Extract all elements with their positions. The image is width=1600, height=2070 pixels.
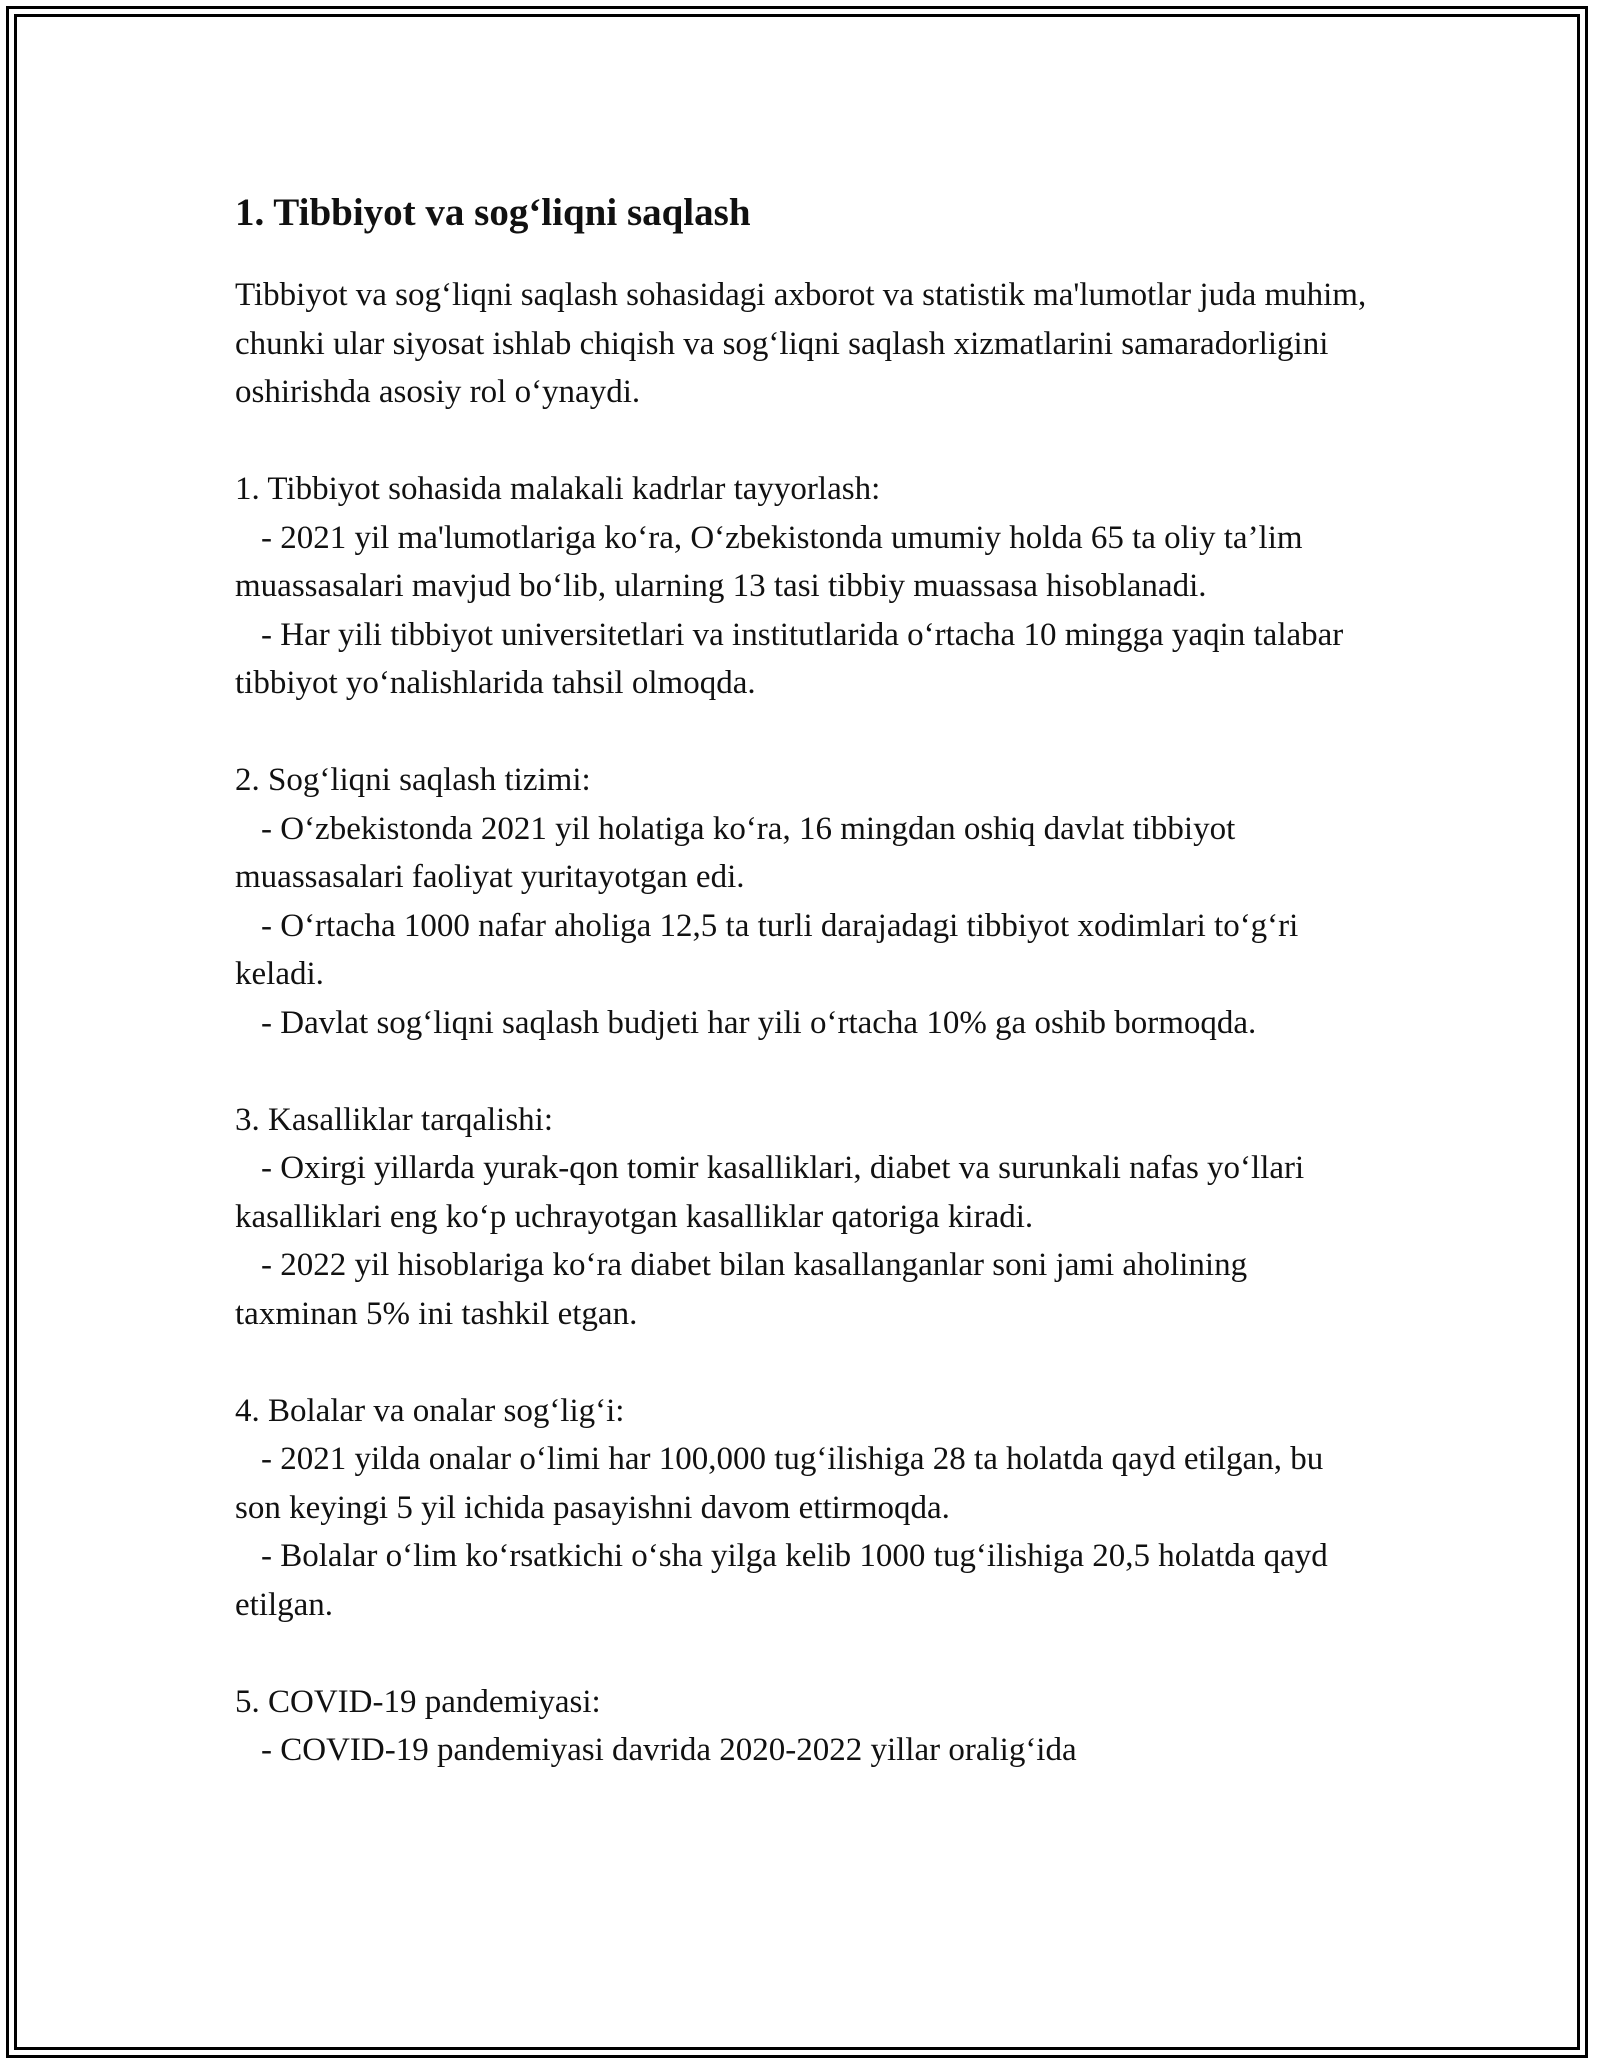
section-4: [235, 1387, 1375, 1630]
bullet-item: [235, 999, 1375, 1048]
bullet-item: [235, 1435, 1375, 1532]
section-title: 4. Bolalar va onalar sog‘lig‘i:: [235, 1392, 625, 1429]
intro-paragraph: Tibbiyot va sog‘liqni saqlash sohasidagi axborot va statistik ma'lumotlar juda muhim, chunki ular siyosat ishlab chiqish va sog‘liqni saqlash xizmatlarini samaradorligini oshirishda asosiy rol o‘ynaydi.: [235, 277, 1367, 410]
bullet-text: - COVID-19 pandemiyasi davrida 2020-2022 yillar oralig‘ida: [261, 1732, 1077, 1768]
bullet-item: [235, 1532, 1375, 1629]
bullet-text: - Oxirgi yillarda yurak-qon tomir kasalliklari, diabet va surunkali nafas yo‘llari kasalliklari eng ko‘p uchrayotgan kasalliklar qatoriga kiradi.: [235, 1150, 1305, 1235]
section-title: 2. Sog‘liqni saqlash tizimi:: [235, 762, 591, 798]
section-3: [235, 1096, 1375, 1339]
bullet-item: [235, 1726, 1375, 1775]
bullet-text: - 2022 yil hisoblariga ko‘ra diabet bilan kasallanganlar soni jami aholining taxminan 5% ini tashkil etgan.: [235, 1247, 1248, 1332]
bullet-text: - Har yili tibbiyot universitetlari va institutlarida o‘rtacha 10 mingga yaqin talabar tibbiyot yo‘nalishlarida tahsil olmoqda.: [235, 616, 1344, 701]
bullet-text: - O‘rtacha 1000 nafar aholiga 12,5 ta turli darajadagi tibbiyot xodimlari to‘g‘ri keladi.: [235, 907, 1299, 992]
section-5: [235, 1678, 1375, 1775]
section-title: 5. COVID-19 pandemiyasi:: [235, 1683, 601, 1720]
section-title: 1. Tibbiyot sohasida malakali kadrlar tayyorlash:: [235, 471, 881, 507]
bullet-text: - 2021 yil ma'lumotlariga ko‘ra, O‘zbekistonda umumiy holda 65 ta oliy ta’lim muassasalari mavjud bo‘lib, ularning 13 tasi tibbiy muassasa hisoblanadi.: [235, 519, 1303, 604]
bullet-text: - O‘zbekistonda 2021 yil holatiga ko‘ra, 16 mingdan oshiq davlat tibbiyot muassasalari faoliyat yuritayotgan edi.: [235, 810, 1236, 895]
bullet-text: - Davlat sog‘liqni saqlash budjeti har yili o‘rtacha 10% ga oshib bormoqda.: [261, 1004, 1257, 1041]
bullet-item: [235, 1241, 1375, 1338]
document-body: [235, 185, 1375, 1775]
section-1: [235, 465, 1375, 708]
bullet-item: [235, 805, 1375, 902]
bullet-item: [235, 611, 1375, 708]
bullet-text: - 2021 yilda onalar o‘limi har 100,000 tug‘ilishiga 28 ta holatda qayd etilgan, bu son keyingi 5 yil ichida pasayishni davom ettirmoqda.: [235, 1441, 1324, 1526]
bullet-item: [235, 902, 1375, 999]
document-heading: 1. Tibbiyot va sog‘liqni saqlash: [235, 191, 751, 234]
bullet-item: [235, 514, 1375, 611]
section-title: 3. Kasalliklar tarqalishi:: [235, 1101, 553, 1138]
bullet-text: - Bolalar o‘lim ko‘rsatkichi o‘sha yilga kelib 1000 tug‘ilishiga 20,5 holatda qayd etilgan.: [235, 1538, 1328, 1623]
section-2: [235, 756, 1375, 1047]
bullet-item: [235, 1144, 1375, 1241]
